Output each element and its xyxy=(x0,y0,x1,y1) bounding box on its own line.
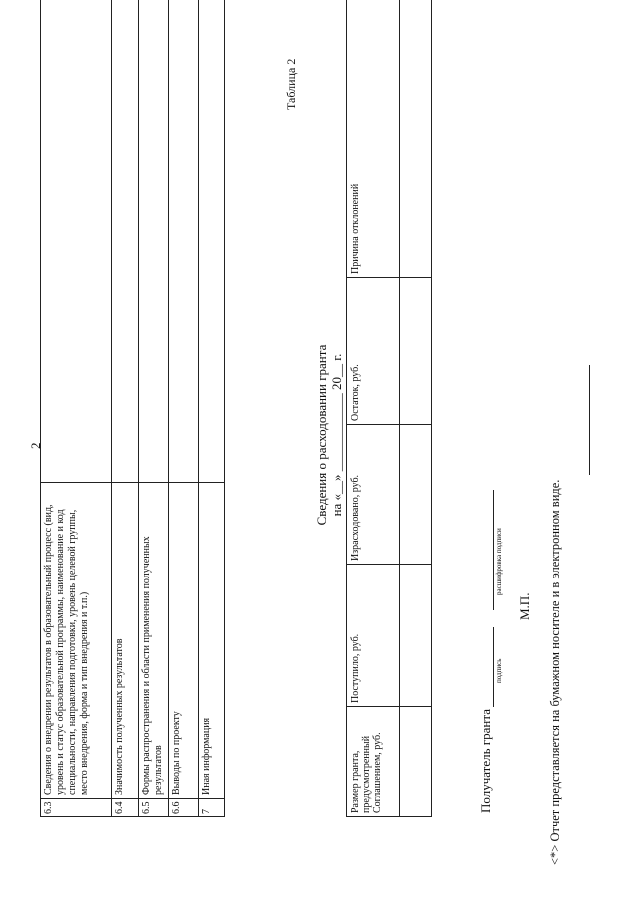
cell-grant-size xyxy=(399,706,431,816)
footnote: <*> Отчет представляется на бумажном носителе и в электронном виде. xyxy=(548,479,562,865)
header-received: Поступило, руб. xyxy=(347,564,399,706)
cell-spent xyxy=(399,424,431,564)
decoding-line xyxy=(492,490,494,610)
table-row xyxy=(40,0,112,817)
page-number: 2 xyxy=(28,442,43,449)
table-row xyxy=(198,0,225,817)
cell-received xyxy=(399,564,431,706)
table-row xyxy=(111,0,139,817)
signature-caption: подпись xyxy=(495,658,503,683)
report-table xyxy=(40,0,225,817)
row-text: Формы распространения и области применения полученных результатов xyxy=(139,482,168,798)
seal-label: М.П. xyxy=(517,592,532,620)
header-deviation-reason: Причина отклонений xyxy=(350,183,361,274)
header-remainder: Остаток, руб. xyxy=(347,277,399,424)
header-grant-size: Размер гранта, предусмотренный Соглашением, руб. xyxy=(347,706,399,816)
table2-title-line1: Сведения о расходовании гранта xyxy=(314,344,329,526)
cell-remainder xyxy=(399,277,431,424)
footnote-line xyxy=(588,365,590,475)
row-number: 6.4 xyxy=(112,798,138,816)
table2-title xyxy=(314,265,344,605)
row-number: 6.6 xyxy=(169,798,198,816)
table2-title-line2: на «__» ____________ 20__ г. xyxy=(329,353,344,517)
row-text: Сведения о внедрении результатов в образовательный процесс (вид, уровень и статус образовательной программы, наименование и код специальности, направления подготовки, уровень целевой группы, место внедрения, форма и тип внедрения и т.п.) xyxy=(41,482,111,798)
grant-expenses-table xyxy=(346,0,432,817)
row-text: Иная информация xyxy=(199,482,224,798)
table2-caption: Таблица 2 xyxy=(284,58,298,110)
row-text: Значимость полученных результатов xyxy=(112,482,138,798)
decoding-caption: расшифровка подписи xyxy=(495,528,503,595)
table-row xyxy=(168,0,199,817)
row-number: 6.5 xyxy=(139,798,168,816)
row-number: 6.3 xyxy=(41,798,111,816)
recipient-label: Получатель гранта xyxy=(478,709,493,813)
header-spent: Израсходовано, руб. xyxy=(347,424,399,564)
table-row xyxy=(138,0,169,817)
row-text: Выводы по проекту xyxy=(169,482,198,798)
row-number: 7 xyxy=(199,798,224,816)
signature-line xyxy=(492,627,494,707)
